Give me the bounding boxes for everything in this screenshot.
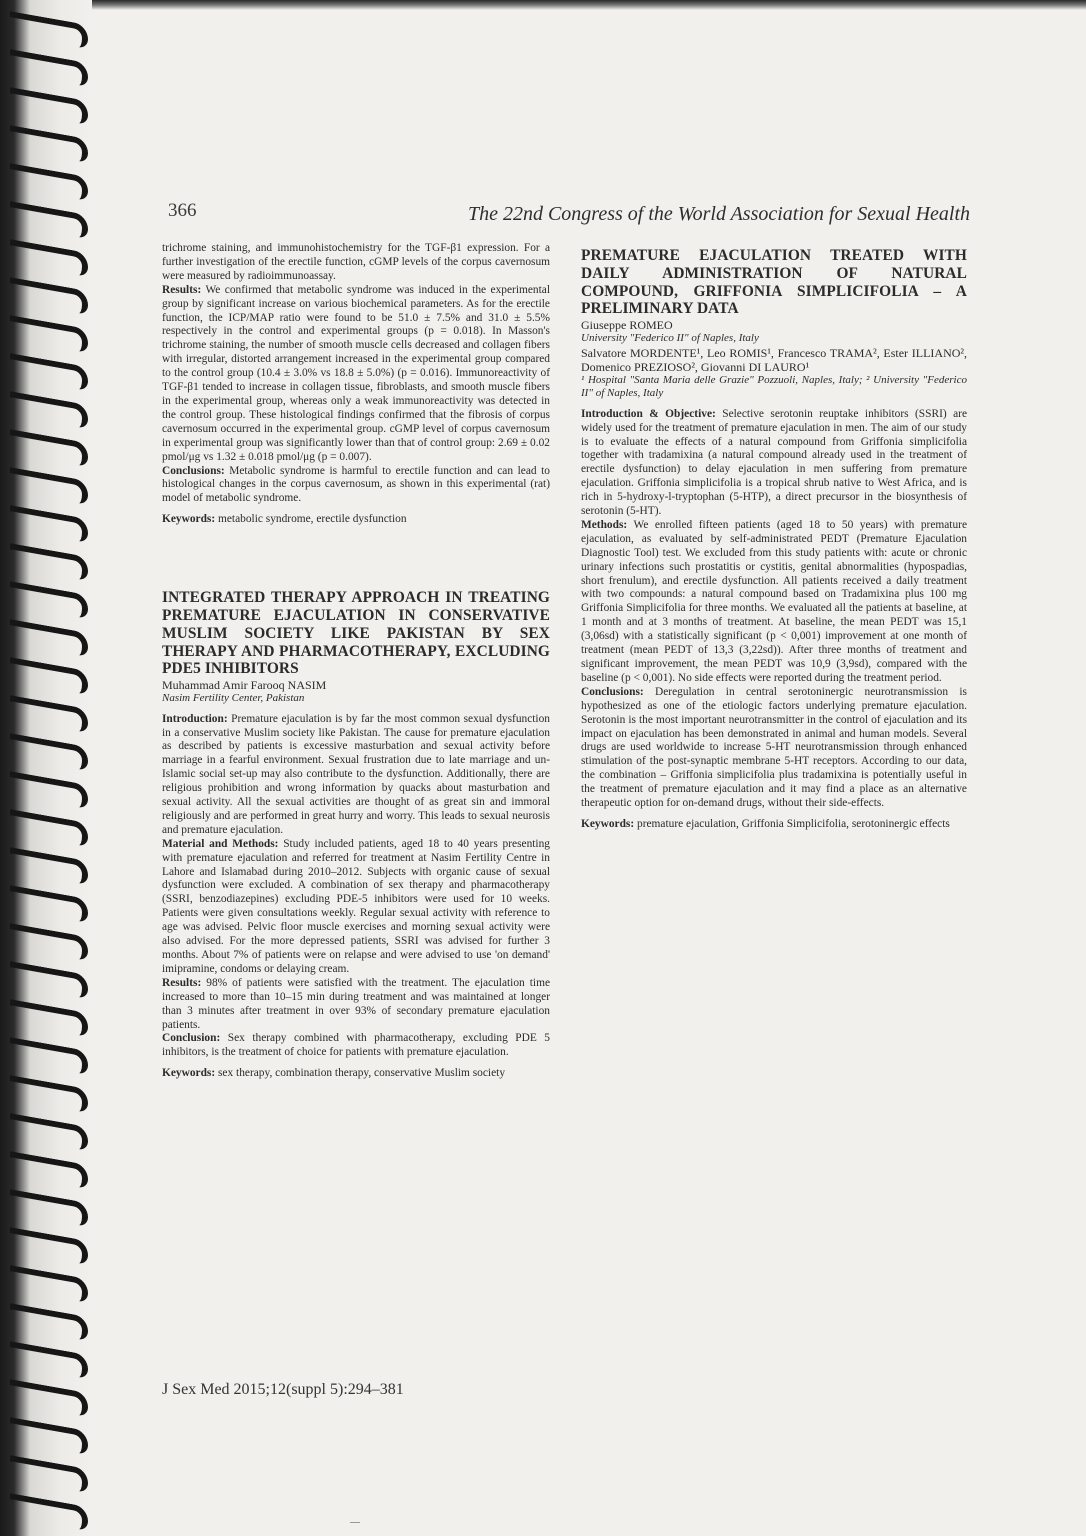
conclusions-paragraph	[581, 686, 967, 811]
methods-text: We enrolled fifteen patients (aged 18 to 50 years) with premature ejaculation, as evaluated by self-administrated PEDT (Premature Ejaculation Diagnostic Tool) test. We excluded from this study patients with: acute or chronic urinary infections such prostatitis or cystitis, genital abnormalities (hypospadias, short frenulum), and erectile dysfunction. All patients received a daily treatment with two compounds: a natural compound based on Tradamixina plus 100 mg Griffonia Simplicifolia for three months. We evaluated all the patients at baseline, at 1 month and at 3 months of treatment. At baseline, the mean PEDT was 15,1 (3,06sd) with a statistically significant (p < 0,001) improvement at one month of treatment (mean PEDT of 13,3 (3,22sd)). After three months of treatment and significant improvement, the mean PEDT was 10,9 (3,9sd), compared with the baseline (p < 0,001). No side effects were reported during the treatment period.	[581, 518, 967, 684]
binding-coil	[10, 1417, 88, 1455]
binding-coil	[10, 657, 88, 695]
binding-coil	[10, 315, 88, 353]
conclusions-label: Conclusions:	[581, 685, 644, 698]
binding-coil	[10, 353, 88, 391]
binding-coil	[10, 1379, 88, 1417]
results-label: Results:	[162, 283, 202, 296]
introduction-label: Introduction & Objective:	[581, 407, 716, 420]
methods-label: Methods:	[581, 518, 628, 531]
binding-coil	[10, 125, 88, 163]
page-top-edge	[0, 0, 1086, 10]
conclusions-paragraph	[162, 465, 550, 507]
binding-coil	[10, 619, 88, 657]
results-paragraph	[162, 284, 550, 465]
binding-coil	[10, 87, 88, 125]
spiral-binding	[0, 0, 92, 1536]
left-column	[162, 242, 550, 1081]
binding-coil	[10, 999, 88, 1037]
keywords-text: premature ejaculation, Griffonia Simplicifolia, serotoninergic effects	[634, 817, 950, 830]
results-paragraph	[162, 977, 550, 1033]
binding-coil	[10, 1151, 88, 1189]
binding-coil	[10, 1113, 88, 1151]
abstract-continued-text: trichrome staining, and immunohistochemistry for the TGF-β1 expression. For a further investigation of the erectile function, cGMP levels of the corpus cavernosum were measured by radioimmunoassay.	[162, 242, 550, 282]
keywords-paragraph	[162, 513, 550, 527]
binding-coil	[10, 11, 88, 49]
article-title: INTEGRATED THERAPY APPROACH IN TREATING PREMATURE EJACULATION IN CONSERVATIVE MUSLIM SOCIETY LIKE PAKISTAN BY SEX THERAPY AND PHARMACOTHERAPY, EXCLUDING PDE5 INHIBITORS	[162, 589, 550, 678]
binding-coil	[10, 1037, 88, 1075]
article-affiliation: Nasim Fertility Center, Pakistan	[162, 692, 305, 705]
introduction-text: Premature ejaculation is by far the most common sexual dysfunction in a conservative Muslim society like Pakistan. The cause for premature ejaculation as described by patients is excessive masturbation and sexual activity before marriage in a fearful environment. Sexual frustration due to late marriage and un-Islamic social set-up may also contribute to the dysfunction. Additionally, there are religious prohibition and wrong information by quacks about masturbation and sexual activity. All the sexual activities are thought of as great sin and immoral religiously and are performed in great hurry and worry. This leads to sexual neurosis and premature ejaculation.	[162, 712, 550, 836]
methods-paragraph	[162, 838, 550, 977]
conclusion-paragraph	[162, 1032, 550, 1060]
methods-label: Material and Methods:	[162, 837, 279, 850]
article-coauthors: Salvatore MORDENTE¹, Leo ROMIS¹, Francesco TRAMA², Ester ILLIANO², Domenico PREZIOSO², Giovanni DI LAURO¹	[581, 345, 967, 374]
keywords-label: Keywords:	[162, 513, 216, 526]
binding-coil	[10, 429, 88, 467]
binding-coil	[10, 581, 88, 619]
binding-coil	[10, 847, 88, 885]
conclusions-label: Conclusions:	[162, 464, 225, 477]
binding-coil	[10, 1227, 88, 1265]
page-mark	[350, 1522, 360, 1523]
results-text: 98% of patients were satisfied with the treatment. The ejaculation time increased to more than 10–15 min during treatment and was maintained at longer than 3 minutes after treatment in over 93% of secondary premature ejaculation patients.	[162, 976, 550, 1031]
binding-coil	[10, 961, 88, 999]
binding-coil	[10, 543, 88, 581]
binding-coil	[10, 239, 88, 277]
journal-citation: J Sex Med 2015;12(suppl 5):294–381	[162, 1381, 404, 1398]
running-title: The 22nd Congress of the World Association for Sexual Health	[467, 203, 970, 225]
article-author: Giuseppe ROMEO	[581, 318, 673, 333]
binding-coil	[10, 733, 88, 771]
keywords-label: Keywords:	[581, 817, 635, 830]
binding-coil	[10, 1075, 88, 1113]
methods-text: Study included patients, aged 18 to 40 years presenting with premature ejaculation and referred for treatment at Nasim Fertility Centre in Lahore and Islamabad during 2010–2012. Subjects with organic cause of sexual dysfunction were excluded. A combination of sex therapy and pharmacotherapy (SSRI, benzodiazepines) excluding PDE-5 inhibitors were used for 10 weeks. Patients were given consultations weekly. Regular sexual activity with reference to age was advised. Pelvic floor muscle exercises and morning sexual activity were also advised. For the more depressed patients, SSRI was advised for further 3 months. About 7% of patients were on relapse and were advised to use 'on demand' imipramine, condoms or delaying cream.	[162, 837, 550, 975]
binding-coil	[10, 277, 88, 315]
keywords-paragraph	[162, 1067, 550, 1081]
binding-coil	[10, 923, 88, 961]
binding-coil	[10, 809, 88, 847]
article-title: PREMATURE EJACULATION TREATED WITH DAILY ADMINISTRATION OF NATURAL COMPOUND, GRIFFONIA SIMPLICIFOLIA – A PRELIMINARY DATA	[581, 247, 967, 318]
binding-coil	[10, 1455, 88, 1493]
binding-coil	[10, 1341, 88, 1379]
binding-coil	[10, 885, 88, 923]
binding-coil	[10, 467, 88, 505]
binding-coil	[10, 1189, 88, 1227]
binding-coil	[10, 1303, 88, 1341]
introduction-paragraph	[581, 408, 967, 519]
keywords-paragraph	[581, 818, 967, 832]
binding-coil	[10, 163, 88, 201]
right-column	[581, 247, 967, 832]
coauthor-affiliations: ¹ Hospital "Santa Maria delle Grazie" Pozzuoli, Naples, Italy; ² University "Federico II" of Naples, Italy	[581, 373, 967, 400]
introduction-text: Selective serotonin reuptake inhibitors (SSRI) are widely used for the treatment of premature ejaculation in men. The aim of our study is to evaluate the effects of a natural compound from Griffonia simplicifolia together with tradamixina (a natural compound already used in the treatment of erectile dysfunction) to delay ejaculation in men suffering from premature ejaculation. Griffonia simplicifolia is a tropical shrub native to West Africa, and is rich in 5-hydroxy-l-tryptophan (5-HTP), a direct precursor in the biosynthesis of serotonin (5-HT).	[581, 407, 968, 518]
results-text: We confirmed that metabolic syndrome was induced in the experimental group by significant increase on various biochemical parameters. As for the erectile function, the ICP/MAP ratio were found to be 51.0 ± 7.5% and 31.0 ± 5.5% respectively in the control and experimental groups (p = 0.018). In Masson's trichrome staining, the number of smooth muscle cells decreased and collagen fibers with irregular, distorted arrangement increased in the experimental group compared to the control group (10.4 ± 3.0% vs 18.8 ± 5.0%) (p = 0.016). Immunoreactivity of TGF-β1 tended to increase in collagen tissue, fibroblasts, and smooth muscle fibers in the experimental group, whereas only a weak immunoreactivity was detected in the control group. These histological findings confirmed that the fibrosis of corpus cavernosum occurred in the experimental group. cGMP level of corpus cavernosum in experimental group was significantly lower than that of control group: 2.69 ± 0.02 pmol/μg vs 1.32 ± 0.018 pmol/μg (p = 0.007).	[162, 283, 550, 463]
binding-coil	[10, 1265, 88, 1303]
conclusion-text: Sex therapy combined with pharmacotherapy, excluding PDE 5 inhibitors, is the treatment of choice for patients with premature ejaculation.	[162, 1032, 550, 1059]
keywords-text: metabolic syndrome, erectile dysfunction	[215, 513, 407, 526]
page-number: 366	[168, 200, 197, 221]
binding-coil	[10, 1493, 88, 1531]
binding-coil	[10, 771, 88, 809]
binding-coil	[10, 201, 88, 239]
binding-coil	[10, 49, 88, 87]
conclusions-text: Metabolic syndrome is harmful to erectile function and can lead to histological changes in the corpus cavernosum, as shown in this experimental (rat) model of metabolic syndrome.	[162, 464, 550, 505]
article-affiliation: University "Federico II" of Naples, Italy	[581, 332, 759, 345]
conclusion-label: Conclusion:	[162, 1032, 221, 1045]
results-label: Results:	[162, 976, 202, 989]
keywords-label: Keywords:	[162, 1067, 216, 1080]
keywords-text: sex therapy, combination therapy, conservative Muslim society	[215, 1067, 506, 1080]
article-author: Muhammad Amir Farooq NASIM	[162, 678, 327, 693]
conclusions-text: Deregulation in central serotoninergic neurotransmission is hypothesized as one of the etiologic factors underlying premature ejaculation. Serotonin is the most important neurotransmitter in the control of ejaculation and its impact on ejaculation has been demonstrated in animal and human models. Several drugs are used worldwide to increase 5-HT neurotransmission through enhanced stimulation of the post-synaptic membrane 5-HT receptors. According to our data, the combination – Griffonia simplicifolia plus tradamixina is potentially useful in the treatment of premature ejaculation and it may find a place as an alternative therapeutic option for on-demand drugs, without their side-effects.	[581, 685, 967, 810]
binding-coil	[10, 695, 88, 733]
binding-coil	[10, 391, 88, 429]
binding-coil	[10, 505, 88, 543]
introduction-paragraph	[162, 713, 550, 838]
introduction-label: Introduction:	[162, 712, 228, 725]
methods-paragraph	[581, 519, 967, 686]
